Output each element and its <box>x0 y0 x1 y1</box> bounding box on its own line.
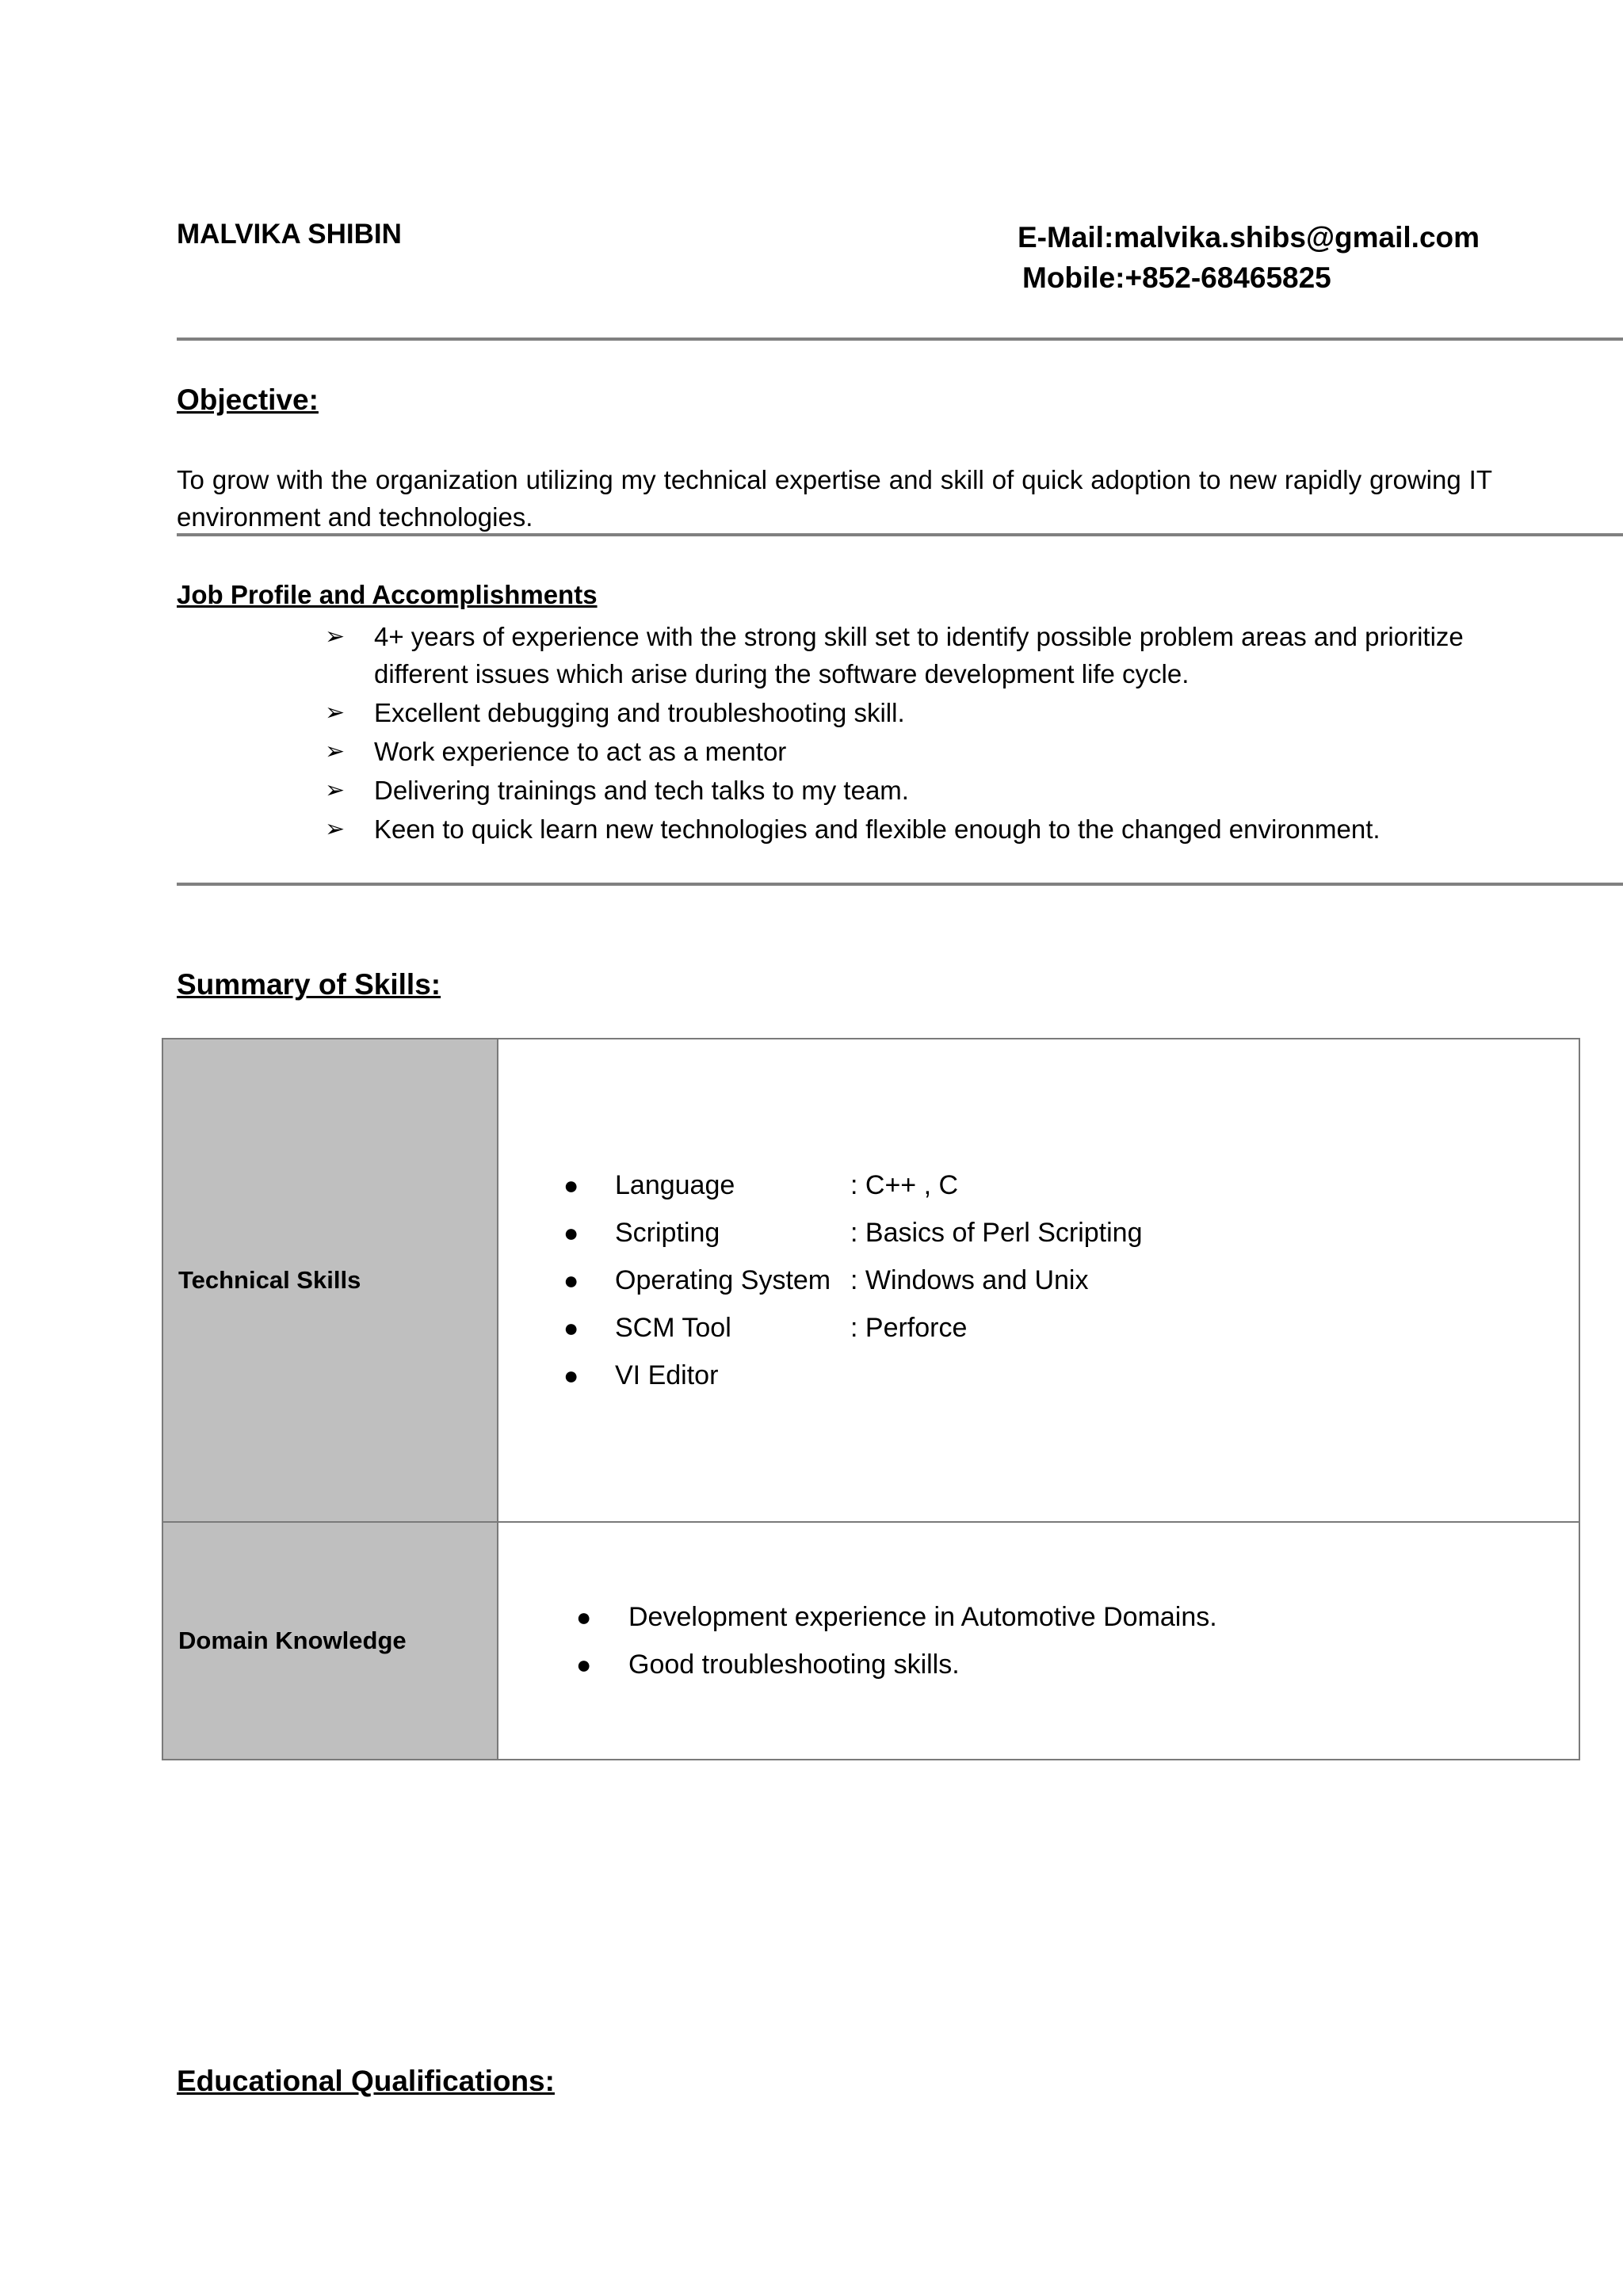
divider <box>177 533 1623 536</box>
education-heading: Educational Qualifications: <box>177 2065 555 2097</box>
mobile-line: Mobile:+852-68465825 <box>1022 261 1331 294</box>
list-item: ● VI Editor <box>563 1352 1579 1399</box>
bullet-icon: ● <box>563 1361 579 1390</box>
list-item: ● Scripting : Basics of Perl Scripting <box>563 1209 1579 1257</box>
skills-table <box>162 1038 1580 1760</box>
domain-knowledge-list <box>576 1593 1579 1688</box>
list-item: ➢ Excellent debugging and troubleshooting skill. <box>325 694 1474 731</box>
bullet-icon: ● <box>576 1603 592 1631</box>
email-line: E-Mail:malvika.shibs@gmail.com <box>1018 221 1480 254</box>
technical-skills-list <box>563 1161 1579 1399</box>
list-item: ● Operating System : Windows and Unix <box>563 1257 1579 1304</box>
arrow-bullet-icon: ➢ <box>325 700 346 726</box>
job-profile-heading: Job Profile and Accomplishments <box>177 580 598 609</box>
domain-knowledge-cell <box>498 1522 1579 1760</box>
candidate-name: MALVIKA SHIBIN <box>177 219 402 250</box>
list-item: ● Good troubleshooting skills. <box>576 1641 1579 1688</box>
arrow-bullet-icon: ➢ <box>325 624 346 650</box>
contact-block <box>1018 217 1480 298</box>
technical-skills-cell <box>498 1039 1579 1522</box>
domain-knowledge-label: Domain Knowledge <box>162 1522 498 1760</box>
list-item: ➢ Delivering trainings and tech talks to my team. <box>325 772 1474 809</box>
bullet-icon: ● <box>563 1266 579 1295</box>
list-item: ➢ Work experience to act as a mentor <box>325 733 1474 770</box>
bullet-icon: ● <box>563 1171 579 1199</box>
divider <box>177 883 1623 886</box>
technical-skills-label: Technical Skills <box>162 1039 498 1522</box>
bullet-icon: ● <box>563 1219 579 1247</box>
skills-heading: Summary of Skills: <box>177 968 441 1001</box>
arrow-bullet-icon: ➢ <box>325 816 346 842</box>
table-row <box>162 1522 1579 1760</box>
objective-text: To grow with the organization utilizing my technical expertise and skill of quick adoption to new rapidly growing IT environment and technologies. <box>177 465 1492 532</box>
job-profile-list <box>325 618 1474 849</box>
objective-heading: Objective: <box>177 383 319 416</box>
list-item: ➢ Keen to quick learn new technologies and flexible enough to the changed environment. <box>325 810 1474 848</box>
table-row <box>162 1039 1579 1522</box>
divider <box>177 338 1623 341</box>
bullet-icon: ● <box>563 1314 579 1342</box>
list-item: ➢ 4+ years of experience with the strong skill set to identify possible problem areas and prioritize different issues which arise during the software development life cycle. <box>325 618 1474 692</box>
list-item: ● SCM Tool : Perforce <box>563 1304 1579 1352</box>
list-item: ● Development experience in Automotive Domains. <box>576 1593 1579 1641</box>
arrow-bullet-icon: ➢ <box>325 738 346 765</box>
arrow-bullet-icon: ➢ <box>325 777 346 803</box>
list-item: ● Language : C++ , C <box>563 1161 1579 1209</box>
bullet-icon: ● <box>576 1650 592 1679</box>
